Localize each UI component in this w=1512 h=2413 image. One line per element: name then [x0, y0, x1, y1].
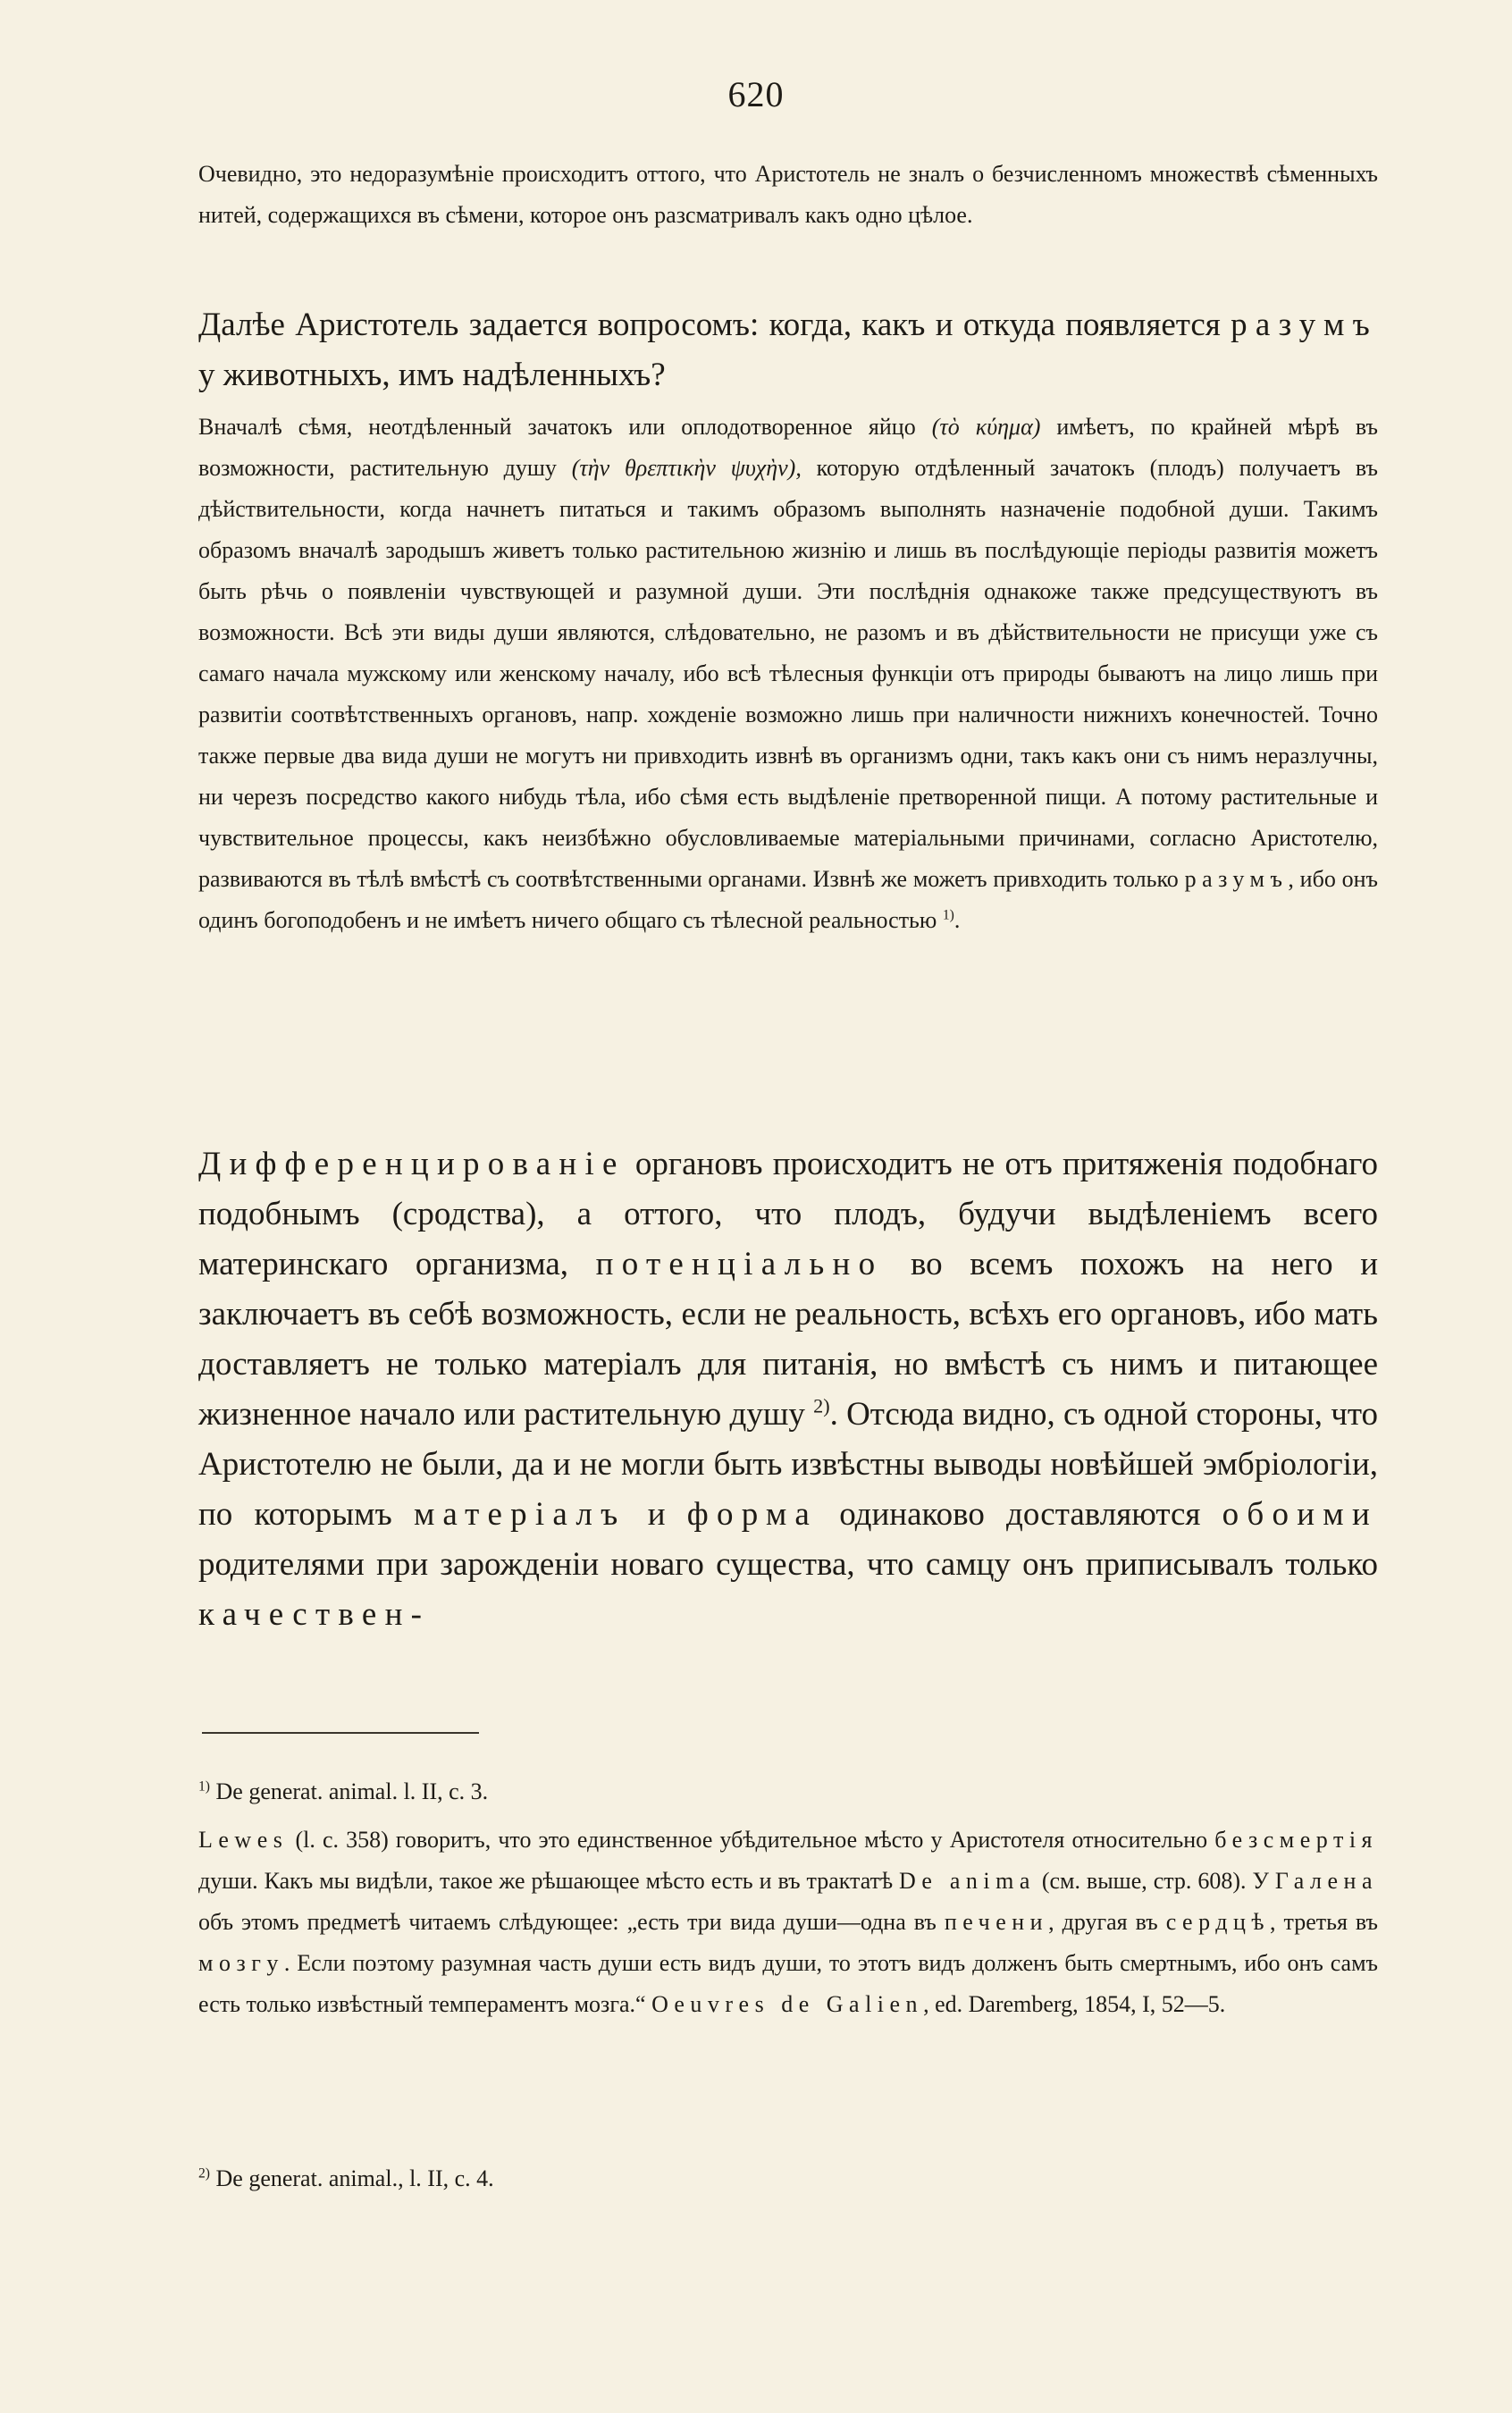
paragraph-intro [198, 154, 1378, 236]
greek-term: (τὸ κύημα) [931, 414, 1041, 440]
spaced-emphasis: форма [686, 1496, 819, 1533]
footnote-marker: 1) [198, 1778, 210, 1795]
spaced-emphasis: мозгу [198, 1950, 284, 1976]
paragraph-text: органовъ происходитъ не отъ притяженія подобнаго подобнымъ (сродства), а оттого, что плодъ, будучи выдѣленіемъ всего материнскаго организма, [198, 1146, 1378, 1282]
paragraph-text: Очевидно, это недоразумѣніе происходитъ оттого, что Аристотель не зналъ о безчисленномъ множествѣ сѣменныхъ нитей, содержащихся въ сѣмени, которое онъ разсматривалъ какъ одно цѣлое. [198, 161, 1378, 228]
footnote-text: души. Какъ мы видѣли, такое же рѣшающее мѣсто есть и въ трактатѣ [198, 1868, 900, 1894]
paragraph-text: родителями при зарожденіи новаго существа, что самцу онъ приписывалъ только [198, 1546, 1378, 1583]
paragraph-text: имѣетъ, по крайней мѣрѣ въ возможности, растительную душу [198, 414, 1378, 481]
footnote-text: (см. выше, стр. 608). У [1035, 1868, 1275, 1894]
footnote-1-continuation [198, 1820, 1378, 2025]
spaced-emphasis: Галена [1274, 1868, 1379, 1894]
paragraph-differentiation [198, 1139, 1378, 1640]
paragraph-text: Далѣе Аристотель задается вопросомъ: когда, какъ и откуда появляется [198, 307, 1231, 343]
spaced-emphasis: разумъ [1184, 866, 1289, 892]
paragraph-question [198, 300, 1378, 400]
spaced-emphasis: безсмертія [1214, 1827, 1378, 1853]
footnote-2 [198, 2158, 1378, 2199]
spaced-emphasis: разумъ [1231, 307, 1378, 343]
footnote-text: De generat. animal. l. II, c. 3. [210, 1778, 489, 1804]
spaced-emphasis: De anima [899, 1868, 1036, 1894]
spaced-emphasis: печени [944, 1909, 1049, 1935]
footnote-marker: 2) [198, 2165, 210, 2182]
footnote-ref[interactable]: 2) [813, 1394, 830, 1417]
spaced-emphasis: сердцѣ [1165, 1909, 1271, 1935]
spaced-emphasis: потенціально [595, 1246, 884, 1282]
footnote-text: объ этомъ предметѣ читаемъ слѣдующее: „есть три вида души—одна въ [198, 1909, 945, 1935]
paragraph-text: . [953, 907, 961, 933]
footnote-text: De generat. animal., l. II, c. 4. [210, 2165, 494, 2191]
spaced-emphasis: матеріалъ [413, 1496, 626, 1533]
footnote-1 [198, 1771, 1378, 1812]
paragraph-text: Вначалѣ сѣмя, неотдѣленный зачатокъ или оплодотворенное яйцо [198, 414, 932, 440]
footnote-text: (l. c. 358) говоритъ, что это единственное убѣдительное мѣсто у Аристотеля относительно [288, 1827, 1215, 1853]
paragraph-text: , ибо онъ одинъ богоподобенъ и не имѣетъ ничего общаго съ тѣлесной реальностью [198, 866, 1378, 933]
spaced-emphasis: качествен- [198, 1596, 431, 1633]
paragraph-embryo [198, 407, 1378, 941]
paragraph-text: которую отдѣленный зачатокъ (плодъ) получаетъ въ дѣйствительности, когда начнетъ питаться и такимъ образомъ выполнять назначеніе подобной души. Такимъ образомъ вначалѣ зародышъ живетъ только растительною жизнію и лишь въ послѣдующіе періоды развитія можетъ быть рѣчь о появленіи чувствующей и разумной души. Эти послѣднія однакоже также предсуществуютъ въ возможности. Всѣ эти виды души являются, слѣдовательно, не разомъ и въ дѣйствительности не присущи уже съ самаго начала мужскому или женскому началу, ибо всѣ тѣлесныя функціи отъ природы бываютъ на лицо лишь при развитіи соотвѣтственныхъ органовъ, напр. хожденіе возможно лишь при наличности нижнихъ конечностей. Точно также первые два вида души не могутъ ни привходить извнѣ въ организмъ одни, такъ какъ они съ нимъ неразлучны, ни черезъ посредство какого нибудь тѣла, ибо сѣмя есть выдѣленіе претворенной пищи. А потому растительные и чувствительное процессы, какъ неизбѣжно обусловливаемые матеріальными причинами, согласно Аристотелю, развиваются въ тѣлѣ вмѣстѣ съ соотвѣтственными органами. Извнѣ же можетъ привходить только [198, 455, 1378, 892]
footnote-text: . Если поэтому разумная часть души есть видъ души, то этотъ видъ долженъ быть смертнымъ, ибо онъ самъ есть только извѣстный темпераментъ мозга.“ [198, 1950, 1378, 2017]
spaced-emphasis: Lewes [198, 1827, 289, 1853]
footnote-text: , ed. Daremberg, 1854, I, 52—5. [923, 1991, 1226, 2017]
footnote-divider [202, 1732, 479, 1734]
footnote-ref[interactable]: 1) [942, 907, 954, 923]
paragraph-text: у животныхъ, имъ надѣленныхъ? [198, 357, 666, 393]
footnote-text: , третья въ [1270, 1909, 1378, 1935]
paragraph-text: одинаково доставляются [818, 1496, 1222, 1533]
footnote-text: , другая въ [1048, 1909, 1166, 1935]
paragraph-text: во всемъ похожъ на него и заключаетъ въ себѣ возможность, если не реальность, всѣхъ его органовъ, ибо мать доставляетъ не только матеріалъ для питанія, но вмѣстѣ съ нимъ и питающее жизненное начало или растительную душу [198, 1246, 1378, 1433]
spaced-emphasis: обоими [1222, 1496, 1378, 1533]
page-number: 620 [727, 74, 785, 114]
paragraph-text: и [626, 1496, 687, 1533]
spaced-emphasis: Дифференцированіе [198, 1146, 626, 1182]
paragraph-text: . Отсюда видно, съ одной стороны, что Аристотелю не были, да и не могли быть извѣстны выводы новѣйшей эмбріологіи, по которымъ [198, 1396, 1379, 1533]
spaced-emphasis: Oeuvres de Galien [651, 1991, 924, 2017]
greek-term: (τὴν θρεπτικὴν ψυχὴν), [571, 455, 802, 481]
